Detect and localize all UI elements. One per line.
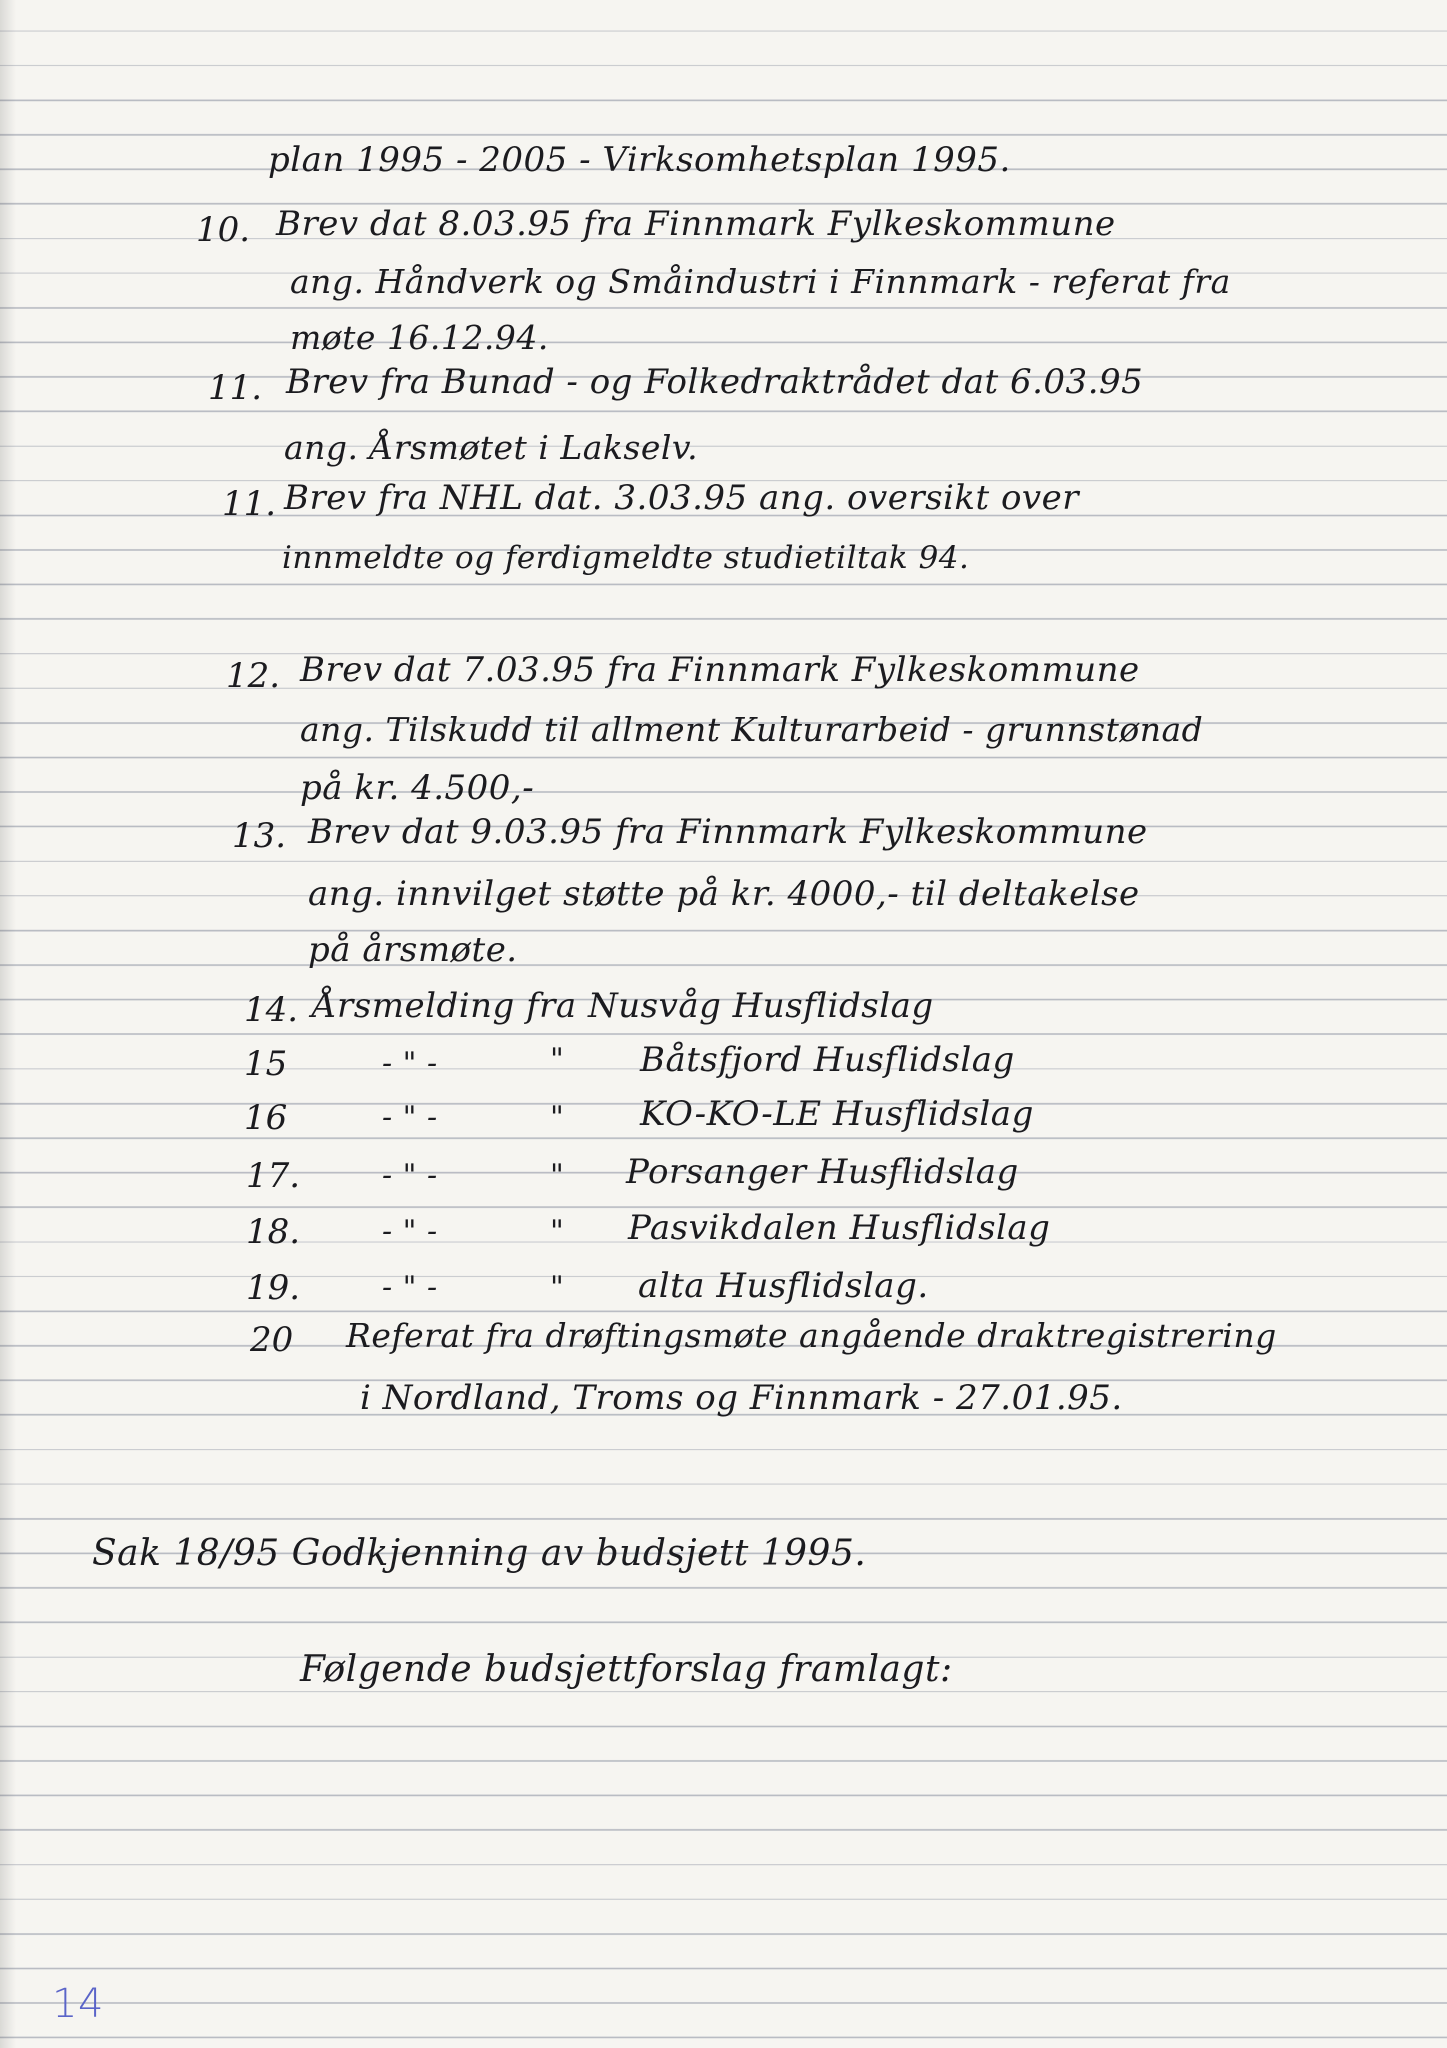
item-12-line-1: Brev dat 7.03.95 fra Finnmark Fylkeskommune: [300, 650, 1140, 690]
item-10-line-2: ang. Håndverk og Småindustri i Finnmark - referat fra: [290, 262, 1231, 301]
line-plan: plan 1995 - 2005 - Virksomhetsplan 1995.: [268, 140, 1011, 180]
item-17-ditto2: ": [550, 1158, 565, 1193]
item-13-line-1: Brev dat 9.03.95 fra Finnmark Fylkeskommune: [308, 812, 1148, 852]
item-17-ditto: - " -: [382, 1158, 438, 1193]
item-19-num: 19.: [246, 1268, 301, 1308]
item-17-text: Porsanger Husflidslag: [626, 1152, 1019, 1192]
item-11b-line-2: innmeldte og ferdigmeldte studietiltak 94.: [282, 540, 970, 576]
item-12-num: 12.: [226, 656, 281, 696]
sak-heading: Sak 18/95 Godkjenning av budsjett 1995.: [92, 1533, 867, 1574]
item-18-text: Pasvikdalen Husflidslag: [628, 1208, 1051, 1248]
item-12-line-3: på kr. 4.500,-: [300, 768, 535, 808]
item-14-num: 14.: [244, 990, 299, 1030]
item-18-ditto2: ": [550, 1214, 565, 1249]
item-16-ditto2: ": [550, 1100, 565, 1135]
item-12-line-2: ang. Tilskudd til allment Kulturarbeid - grunnstønad: [300, 710, 1204, 749]
item-20-line-1: Referat fra drøftingsmøte angående draktregistrering: [346, 1316, 1277, 1355]
item-15-num: 15: [244, 1044, 288, 1084]
item-13-num: 13.: [232, 816, 287, 856]
item-18-num: 18.: [246, 1212, 301, 1252]
item-16-num: 16: [244, 1098, 288, 1138]
item-11b-num: 11.: [222, 484, 277, 524]
item-14-text: Årsmelding fra Nusvåg Husflidslag: [312, 986, 934, 1026]
item-16-text: KO-KO-LE Husflidslag: [640, 1094, 1034, 1134]
item-18-ditto: - " -: [382, 1214, 438, 1249]
item-17-num: 17.: [246, 1156, 301, 1196]
item-16-ditto: - " -: [382, 1100, 438, 1135]
item-13-line-3: på årsmøte.: [308, 930, 518, 970]
item-10-line-1: Brev dat 8.03.95 fra Finnmark Fylkeskommune: [276, 204, 1116, 244]
page-number: 14: [52, 1981, 104, 2027]
item-20-line-2: i Nordland, Troms og Finnmark - 27.01.95.: [360, 1378, 1123, 1418]
item-20-num: 20: [250, 1320, 294, 1360]
item-11a-line-2: ang. Årsmøtet i Lakselv.: [284, 428, 699, 467]
budget-intro: Følgende budsjettforslag framlagt:: [300, 1649, 953, 1690]
item-13-line-2: ang. innvilget støtte på kr. 4000,- til deltakelse: [308, 874, 1140, 914]
item-11b-line-1: Brev fra NHL dat. 3.03.95 ang. oversikt over: [284, 478, 1080, 518]
item-15-ditto2: ": [550, 1042, 565, 1077]
item-10-num: 10.: [196, 210, 251, 250]
item-19-text: alta Husflidslag.: [638, 1266, 929, 1306]
item-19-ditto: - " -: [382, 1270, 438, 1305]
page-edge-shadow: [0, 0, 16, 2048]
item-15-text: Båtsfjord Husflidslag: [640, 1040, 1015, 1080]
item-11a-line-1: Brev fra Bunad - og Folkedraktrådet dat 6.03.95: [286, 362, 1144, 402]
item-10-line-3: møte 16.12.94.: [290, 318, 549, 357]
item-19-ditto2: ": [550, 1270, 565, 1305]
item-11a-num: 11.: [208, 368, 263, 408]
item-15-ditto: - " -: [382, 1046, 438, 1081]
